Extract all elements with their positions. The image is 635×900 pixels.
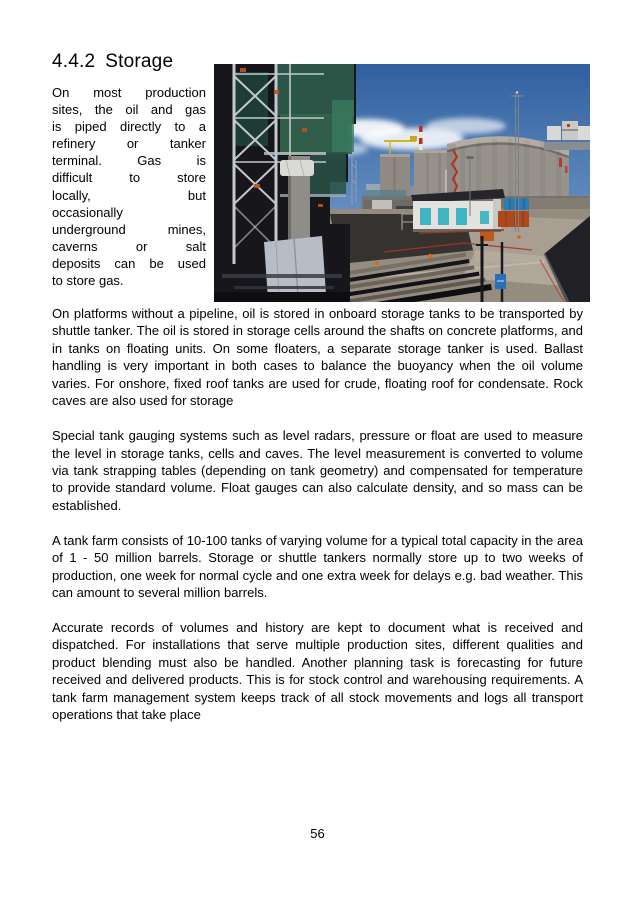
- worker-dot: [375, 261, 379, 265]
- intro-line: sites, the oil and gas: [52, 102, 206, 118]
- intro-line: locally, but: [52, 187, 206, 203]
- storage-site-photo-graphic: [214, 64, 590, 302]
- orange-container: [498, 211, 529, 227]
- intro-line: to store gas.: [52, 273, 124, 289]
- body-paragraphs: [52, 305, 583, 741]
- intro-line: difficult to store: [52, 170, 206, 186]
- body-paragraph: Special tank gauging systems such as level radars, pressure or float are used to measure the level in storage tanks, cells and caves. The level measurement is converted to volume via tank strapping tables (depending on tank geometry) and compensated for temperature to provide standard volume. Float gauges can also calculate density, and so mass can be established.: [52, 428, 583, 513]
- intro-line: deposits can be used: [52, 255, 206, 271]
- teal-door: [456, 208, 467, 225]
- wrapped-tarp: [280, 160, 314, 176]
- intro-line: On most production: [52, 85, 206, 100]
- body-paragraph: On platforms without a pipeline, oil is stored in onboard storage tanks to be transported by shuttle tanker. The oil is stored in storage cells around the shafts on concrete platforms, and in tanks on floating units. On some floaters, a separate storage tanker is used. Ballast handling is very important in both cases to balance the buoyancy when the oil volume varies. For onshore, fixed roof tanks are used for crude, floating roof for condensate. Rock caves are also used for storage: [52, 306, 583, 409]
- body-paragraph: Accurate records of volumes and history are kept to document what is received and dispatched. For installations that serve multiple production sites, different qualities and product blending must also be handled. Another planning task is forecasting for future received and delivered products. This is for stock control and warehousing requirements. A tank farm management system keeps track of all stock movements and logs all transport operations that take place: [52, 619, 583, 723]
- worker-dot: [517, 235, 521, 239]
- teal-door: [480, 211, 489, 224]
- storage-site-photo: [214, 64, 590, 302]
- striped-chimney: [419, 126, 423, 150]
- page-number: 56: [310, 826, 325, 841]
- body-paragraph: A tank farm consists of 10-100 tanks of varying volume for a typical total capacity in the area of 1 - 50 million barrels. Storage or shuttle tankers normally store up to two weeks of production, one week for normal cycle and one extra week for delays e.g. bad weather. This can amount to several million barrels.: [52, 532, 583, 601]
- section-number: 4.4.2: [52, 51, 96, 72]
- intro-line: is piped directly to a: [52, 119, 206, 135]
- left-structure: [214, 64, 356, 302]
- intro-paragraph: [52, 84, 206, 289]
- teal-door: [438, 208, 449, 225]
- section-title: Storage: [105, 51, 174, 72]
- section-heading: [52, 50, 173, 73]
- intro-line: refinery or tanker: [52, 136, 206, 152]
- worker-dot: [428, 254, 432, 258]
- teal-door: [420, 208, 431, 225]
- site-building: [402, 189, 505, 233]
- intro-line: underground mines,: [52, 221, 206, 237]
- intro-line: terminal. Gas is: [52, 153, 206, 169]
- intro-line: occasionally: [52, 204, 123, 220]
- intro-line: caverns or salt: [52, 238, 206, 254]
